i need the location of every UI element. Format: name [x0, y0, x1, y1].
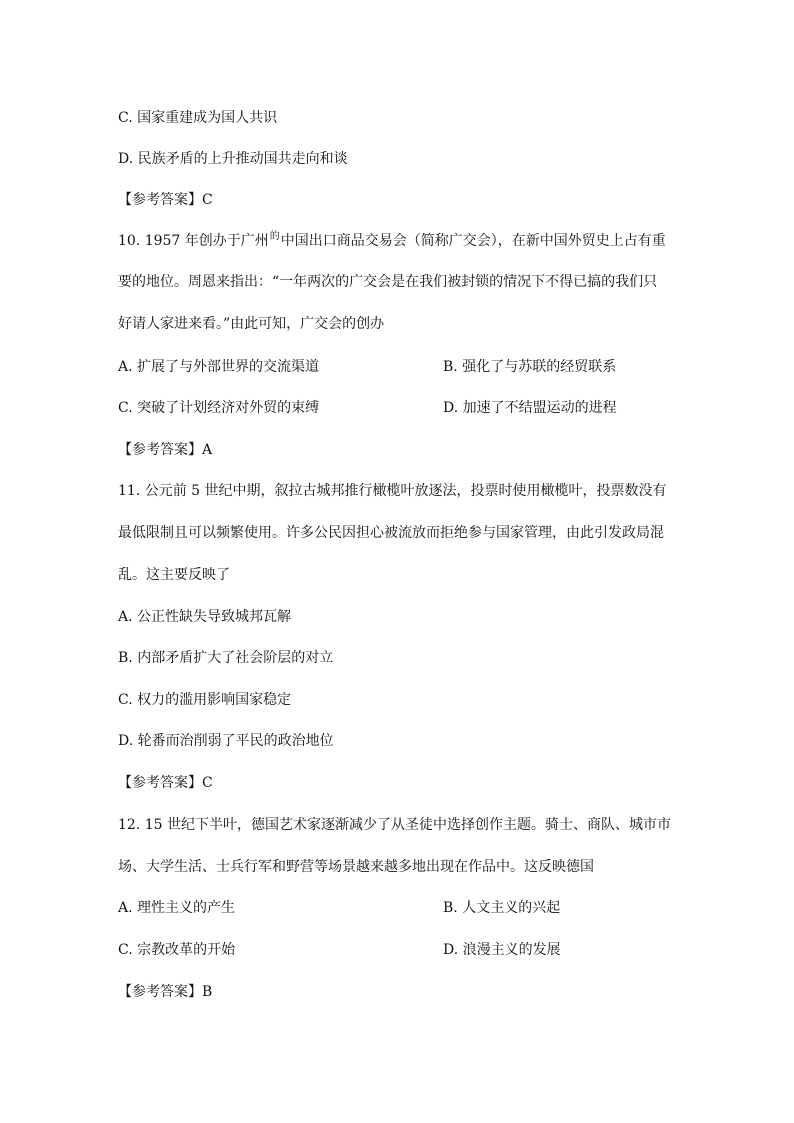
- q12-option-b: B. 人文主义的兴起: [443, 900, 561, 916]
- q11-answer: 【参考答案】C: [118, 775, 213, 791]
- q9-answer: 【参考答案】C: [118, 192, 213, 208]
- q12-stem-line2: 场、大学生活、士兵行军和野营等场景越来越多地出现在作品中。这反映德国: [118, 859, 594, 875]
- q10-answer: 【参考答案】A: [118, 442, 213, 458]
- q10-option-b: B. 强化了与苏联的经贸联系: [443, 359, 617, 375]
- q9-option-d: D. 民族矛盾的上升推动国共走向和谈: [118, 151, 348, 167]
- q11-option-c: C. 权力的滥用影响国家稳定: [118, 692, 292, 708]
- q10-option-a: A. 扩展了与外部世界的交流渠道: [118, 359, 320, 375]
- q10-stem-line2: 要的地位。周恩来指出：“一年两次的广交会是在我们被封锁的情况下不得已搞的我们只: [118, 274, 658, 290]
- q11-stem-line1: 11. 公元前 5 世纪中期，叙拉古城邦推行橄榄叶放逐法，投票时使用橄榄叶，投票数没有: [118, 483, 667, 499]
- q10-option-d: D. 加速了不结盟运动的进程: [443, 400, 617, 416]
- q9-option-c: C. 国家重建成为国人共识: [118, 110, 278, 126]
- q10-stem-line1: [118, 231, 666, 253]
- q12-option-d: D. 浪漫主义的发展: [443, 942, 561, 958]
- q10-stem-line1-post: 中国出口商品交易会（简称广交会），在新中国外贸史上占有重: [280, 233, 666, 249]
- q11-stem-line2: 最低限制且可以频繁使用。许多公民因担心被流放而拒绝参与国家管理，由此引发政局混: [118, 525, 664, 541]
- q12-option-a: A. 理性主义的产生: [118, 900, 236, 916]
- q11-option-b: B. 内部矛盾扩大了社会阶层的对立: [118, 650, 334, 666]
- q10-stem-line3: 好请人家进来看。”由此可知，广交会的创办: [118, 316, 385, 332]
- q11-option-a: A. 公正性缺失导致城邦瓦解: [118, 609, 292, 625]
- q12-answer: 【参考答案】B: [118, 984, 213, 1000]
- q12-option-c: C. 宗教改革的开始: [118, 942, 236, 958]
- q10-stem-line1-pre: 10. 1957 年创办于广州: [118, 233, 269, 249]
- q11-stem-line3: 乱。这主要反映了: [118, 567, 230, 583]
- q10-stem-line1-sup: 的: [269, 231, 280, 242]
- q10-option-c: C. 突破了计划经济对外贸的束缚: [118, 400, 320, 416]
- q12-stem-line1: 12. 15 世纪下半叶，德国艺术家逐渐减少了从圣徒中选择创作主题。骑士、商队、城市市: [118, 817, 671, 833]
- q11-option-d: D. 轮番而治削弱了平民的政治地位: [118, 733, 334, 749]
